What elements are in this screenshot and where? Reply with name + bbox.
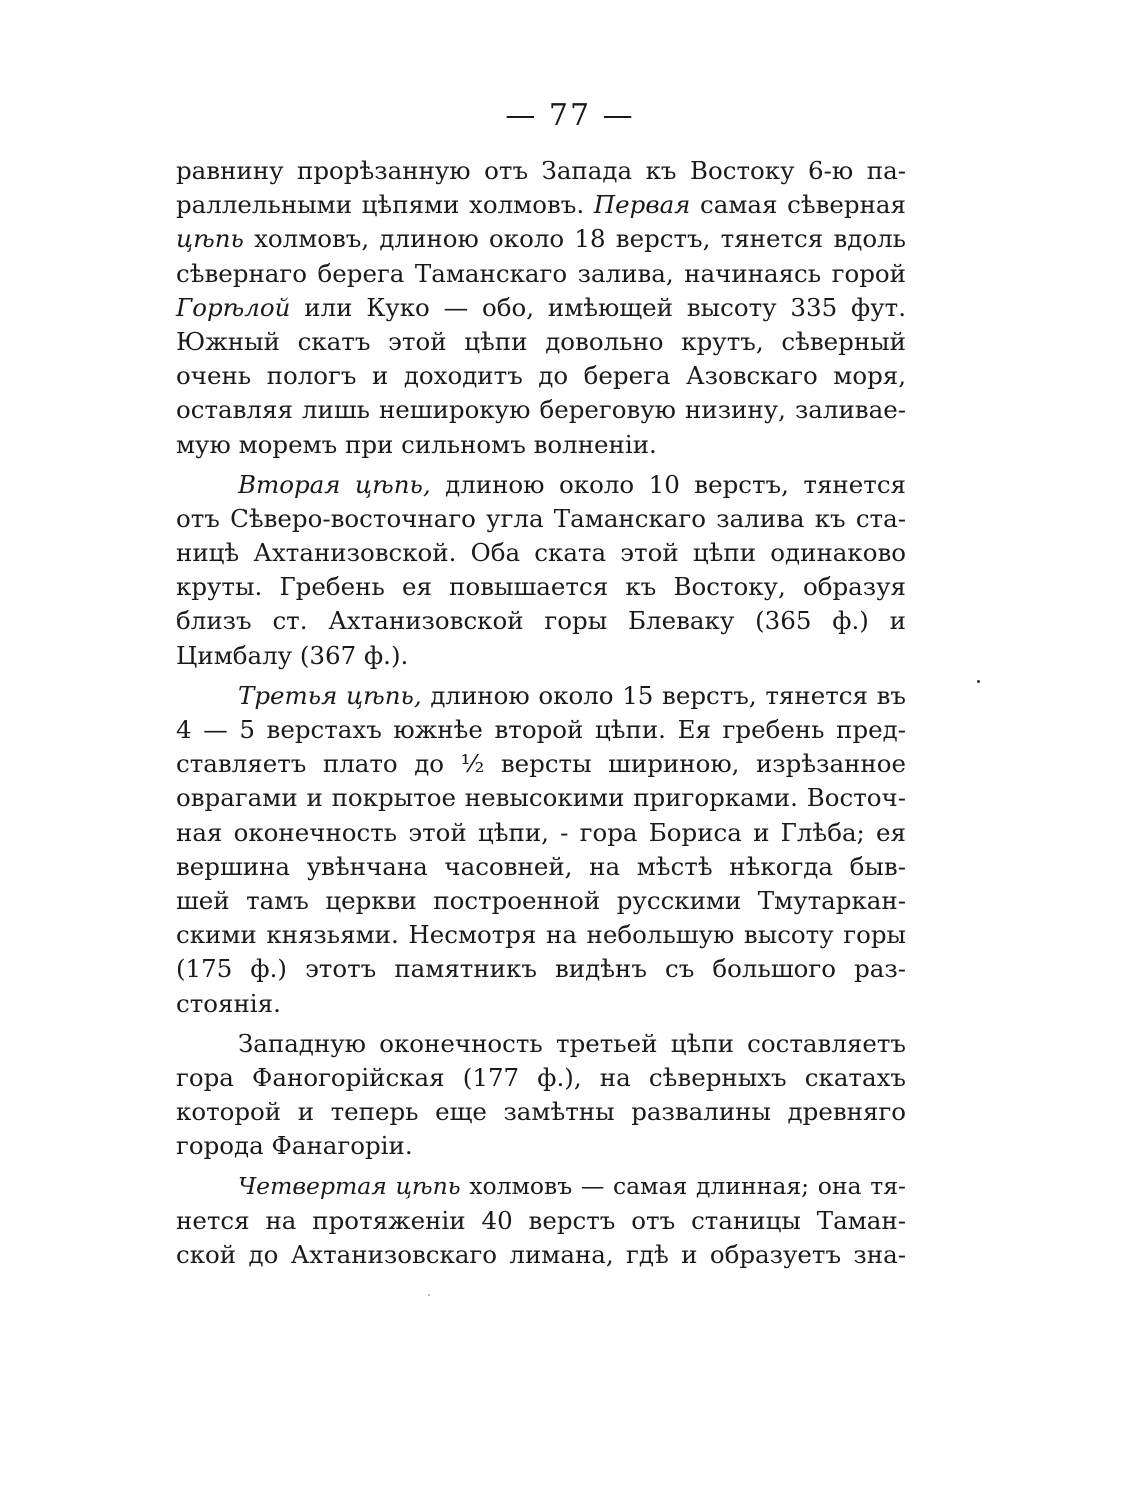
- text-line: [176, 536, 906, 570]
- text-span: оставляя лишь неширокую береговую низину, заливае-: [176, 395, 906, 425]
- text-span: нется на протяженіи 40 верстъ отъ станицы Таман-: [176, 1205, 906, 1235]
- text-span: города Фанагоріи.: [176, 1131, 413, 1161]
- text-span: ской до Ахтанизовскаго лимана, гдѣ и образуетъ зна-: [176, 1239, 906, 1269]
- text-line: [176, 1204, 906, 1238]
- italic-term: Четвертая цѣпь: [238, 1172, 461, 1201]
- text-line: [176, 850, 906, 884]
- text-span: самая сѣверная: [700, 190, 906, 220]
- text-line: [176, 747, 906, 781]
- text-line: [176, 1129, 906, 1163]
- text-span: скими князьями. Несмотря на небольшую высоту горы: [176, 920, 906, 950]
- text-span: очень пологъ и доходитъ до берега Азовскаго моря,: [176, 361, 906, 391]
- text-line: [176, 884, 906, 918]
- text-line: [176, 781, 906, 815]
- text-line: [176, 1238, 906, 1272]
- italic-term: цѣпь: [176, 224, 244, 254]
- text-line: [176, 1061, 906, 1095]
- text-line: [176, 918, 906, 952]
- text-span: или Куко — обо, имѣющей высоту 335 фут.: [304, 292, 906, 322]
- text-span: Цимбалу (367 ф.).: [176, 640, 409, 670]
- body-text: [176, 154, 906, 1272]
- italic-term: Третья цѣпь,: [238, 680, 422, 710]
- text-line: [176, 257, 906, 291]
- italic-term: Первая: [593, 190, 691, 220]
- text-span: гора Фаногорійская (177 ф.), на сѣверныхъ скатахъ: [176, 1062, 906, 1092]
- text-span: вершина увѣнчана часовней, на мѣстѣ нѣкогда быв-: [176, 851, 906, 881]
- text-line: [176, 604, 906, 638]
- text-span: круты. Гребень ея повышается къ Востоку, образуя: [176, 572, 906, 602]
- text-span: Западную оконечность третьей цѣпи составляетъ: [238, 1028, 906, 1058]
- text-span: ставляетъ плато до ½ версты шириною, изрѣзанное: [176, 749, 906, 779]
- text-line: [176, 291, 906, 325]
- text-line: [176, 428, 906, 462]
- text-line: [176, 393, 906, 427]
- text-span: оврагами и покрытое невысокими пригорками. Восточ-: [176, 783, 906, 813]
- text-span: стоянія.: [176, 988, 281, 1018]
- text-line: [176, 1095, 906, 1129]
- text-span: которой и теперь еще замѣтны развалины древняго: [176, 1097, 906, 1127]
- text-span: мую моремъ при сильномъ волненіи.: [176, 429, 657, 459]
- print-speck: [977, 680, 980, 683]
- text-span: длиною около 15 верстъ, тянется въ: [430, 680, 906, 710]
- italic-term: Вторая цѣпь,: [238, 469, 431, 499]
- text-line: [176, 325, 906, 359]
- text-line: [176, 359, 906, 393]
- text-line: [176, 222, 906, 256]
- text-line: [176, 987, 906, 1021]
- text-line: [176, 468, 906, 502]
- text-span: шей тамъ церкви построенной русскими Тмутаркан-: [176, 885, 906, 915]
- text-line: [176, 816, 906, 850]
- text-span: (175 ф.) этотъ памятникъ видѣнъ съ большого раз-: [176, 954, 906, 984]
- text-span: Южный скатъ этой цѣпи довольно крутъ, сѣверный: [176, 326, 906, 356]
- print-mark: [428, 1294, 430, 1296]
- italic-term: Горѣлой: [176, 292, 291, 322]
- text-line: [176, 188, 906, 222]
- text-span: холмовъ, длиною около 18 верстъ, тянется вдоль: [254, 224, 906, 254]
- text-span: отъ Сѣверо-восточнаго угла Таманскаго залива къ ста-: [176, 503, 906, 533]
- text-line: [176, 952, 906, 986]
- text-span: сѣвернаго берега Таманскаго залива, начинаясь горой: [176, 258, 906, 288]
- text-line: [176, 154, 906, 188]
- page-number: — 77 —: [505, 98, 635, 133]
- text-line: [176, 679, 906, 713]
- text-line: [176, 1169, 906, 1203]
- text-span: 4 — 5 верстахъ южнѣе второй цѣпи. Ея гребень пред-: [176, 715, 906, 744]
- text-line: [176, 1027, 906, 1061]
- text-span: ная оконечность этой цѣпи, - гора Бориса и Глѣба; ея: [176, 817, 906, 847]
- text-span: холмовъ — самая длинная; она тя-: [469, 1172, 906, 1201]
- text-line: [176, 639, 906, 673]
- text-span: ницѣ Ахтанизовской. Оба ската этой цѣпи одинаково: [176, 538, 906, 568]
- text-line: [176, 502, 906, 536]
- text-span: раллельными цѣпями холмовъ.: [176, 190, 585, 220]
- text-line: [176, 570, 906, 604]
- text-line: [176, 713, 906, 747]
- text-span: длиною около 10 верстъ, тянется: [445, 469, 906, 499]
- text-span: близъ ст. Ахтанизовской горы Блеваку (365 ф.) и: [176, 606, 906, 636]
- text-span: равнину прорѣзанную отъ Запада къ Востоку 6-ю па-: [176, 156, 906, 185]
